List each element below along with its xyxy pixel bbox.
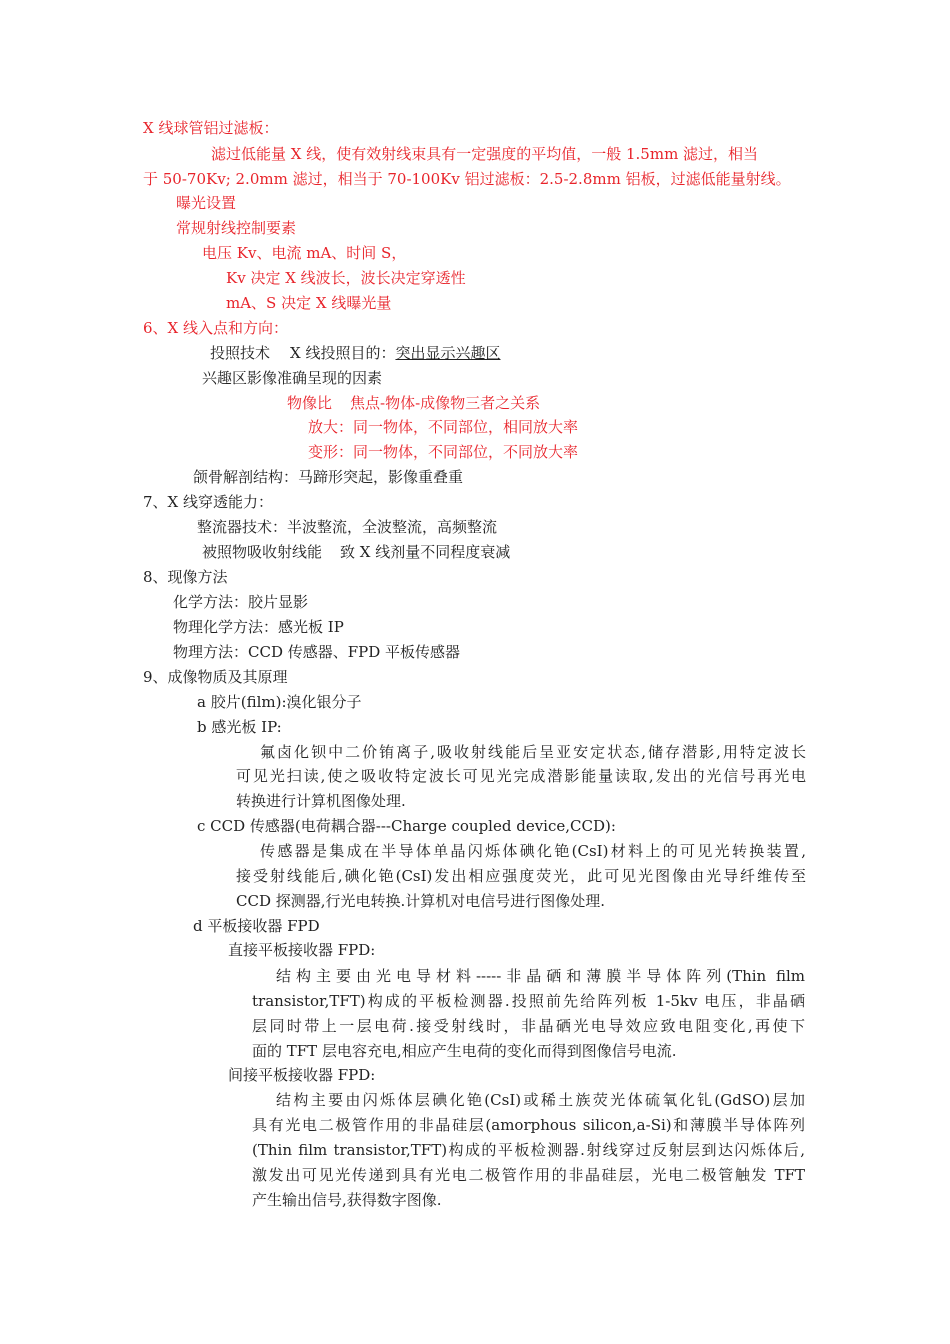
outline-item: 物理方法：CCD 传感器、FPD 平板传感器 [173,643,461,661]
outline-item: mA、S 决定 X 线曝光量 [226,294,392,312]
outline-label: 焦点-物体-成像物三者之关系 [350,394,541,412]
paragraph-line: 可见光扫读,使之吸收特定波长可见光完成潜影能量读取,发出的光信号再光电 [236,767,806,785]
paragraph-line: 氟卤化钡中二价铕离子,吸收射线能后呈亚安定状态,储存潜影,用特定波长 [260,743,806,761]
paragraph-line: 结构主要由光电导材料-----非晶硒和薄膜半导体阵列(Thin film [276,967,805,985]
outline-item [287,393,540,413]
outline-item: d 平板接收器 FPD [193,917,320,935]
paragraph-line: 转换进行计算机图像处理. [236,792,406,810]
outline-item: 化学方法：胶片显影 [173,593,309,611]
section-heading-6: 6、X 线入点和方向： [143,319,288,337]
outline-label: 投照技术 [210,344,271,362]
outline-item: 曝光设置 [176,194,237,212]
outline-item [202,542,510,562]
paragraph-line: 产生输出信号,获得数字图像. [252,1191,442,1209]
paragraph-line: 滤过低能量 X 线，使有效射线束具有一定强度的平均值，一般 1.5mm 滤过，相当 [211,145,759,163]
paragraph-line: (Thin film transistor,TFT)构成的平板检测器.射线穿过反射层到达闪烁体后, [252,1141,805,1159]
paragraph-line: 具有光电二极管作用的非晶硅层(amorphous silicon,a-Si)和薄膜半导体阵列 [252,1116,805,1134]
outline-item: 电压 Kv、电流 mA、时间 S， [202,244,407,262]
outline-item: Kv 决定 X 线波长，波长决定穿透性 [226,269,466,287]
paragraph-line: transistor,TFT)构成的平板检测器.投照前先给阵列板 1-5kv 电压，非晶硒 [252,992,805,1010]
paragraph-line: 层同时带上一层电荷.接受射线时，非晶硒光电导效应致电阻变化,再使下 [252,1017,805,1035]
outline-item: 物理化学方法：感光板 IP [173,618,344,636]
outline-item: b 感光板 IP: [197,718,282,736]
outline-item: 整流器技术：半波整流，全波整流，高频整流 [197,518,498,536]
paragraph-line: 结构主要由闪烁体层碘化铯(CsI)或稀土族荧光体硫氧化钆(GdSO)层加 [276,1091,805,1109]
outline-item [210,343,500,363]
paragraph-line: 激发出可见光传递到具有光电二极管作用的非晶硅层，光电二极管触发 TFT [252,1166,805,1184]
outline-item: 间接平板接收器 FPD: [228,1066,376,1084]
outline-item: 常规射线控制要素 [176,219,297,237]
outline-item: c CCD 传感器(电荷耦合器---Charge coupled device,CCD): [197,817,616,835]
paragraph-line: 于 50-70Kv; 2.0mm 滤过，相当于 70-100Kv 铝过滤板：2.5-2.8mm 铝板，过滤低能量射线。 [143,170,791,188]
outline-label: X 线投照目的： [290,344,396,362]
section-heading-9: 9、成像物质及其原理 [143,668,288,686]
section-heading-8: 8、现像方法 [143,568,228,586]
paragraph-line: CCD 探测器,行光电转换.计算机对电信号进行图像处理. [236,892,606,910]
outline-item: 放大：同一物体，不同部位，相同放大率 [308,418,579,436]
section-heading-7: 7、X 线穿透能力： [143,493,273,511]
paragraph-line: 接受射线能后,碘化铯(CsI)发出相应强度荧光，此可见光图像由光导纤维传至 [236,867,806,885]
outline-label: 致 X 线剂量不同程度衰减 [340,543,511,561]
outline-item: 变形：同一物体，不同部位，不同放大率 [308,443,579,461]
paragraph-line: 传感器是集成在半导体单晶闪烁体碘化铯(CsI)材料上的可见光转换装置, [260,842,806,860]
outline-item: 颌骨解剖结构：马蹄形突起，影像重叠重 [193,468,464,486]
outline-item: 兴趣区影像准确呈现的因素 [202,369,383,387]
outline-item: a 胶片(film):溴化银分子 [197,693,362,711]
outline-item: 直接平板接收器 FPD: [228,941,376,959]
outline-label: 物像比 [287,394,333,412]
outline-label: 被照物吸收射线能 [202,543,323,561]
underlined-text: 突出显示兴趣区 [395,344,501,362]
paragraph-line: 面的 TFT 层电容充电,相应产生电荷的变化而得到图像信号电流. [252,1042,677,1060]
heading-filter-plate: X 线球管铝过滤板： [143,119,279,137]
